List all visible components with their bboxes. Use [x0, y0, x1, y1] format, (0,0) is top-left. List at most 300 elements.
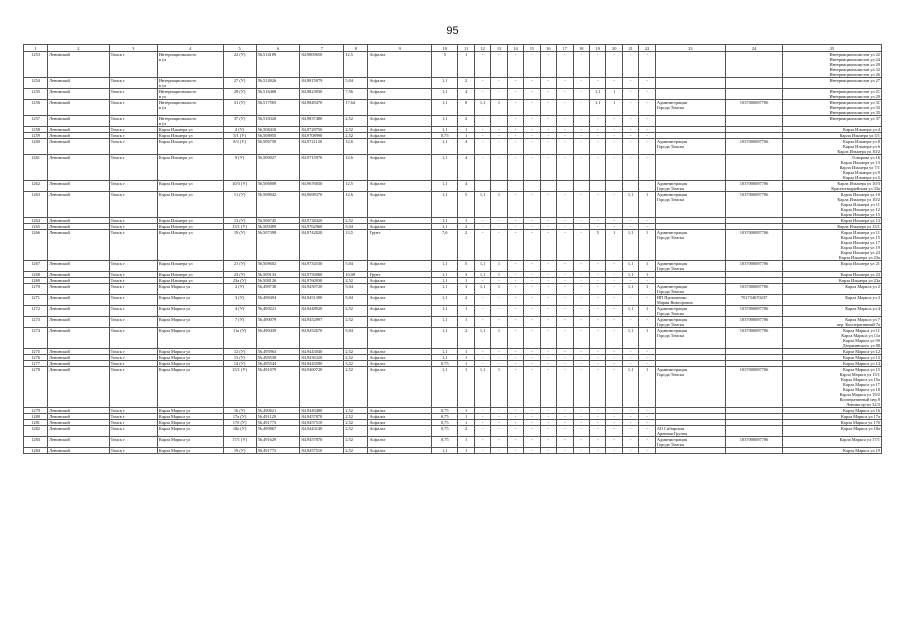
table-cell: [622, 261, 638, 272]
table-cell: [109, 437, 157, 448]
cell-line: 0,75: [440, 420, 449, 425]
table-cell: [432, 437, 458, 448]
table-cell: [491, 284, 507, 295]
table-cell: [783, 155, 882, 181]
cell-line: 1,1: [441, 272, 448, 277]
cell-line: Ленинский: [49, 367, 70, 372]
table-cell: [432, 139, 458, 155]
table-body: [24, 52, 882, 454]
cell-line: Кооперативный пер 8: [839, 397, 880, 402]
cell-line: -: [613, 437, 615, 442]
table-cell: [606, 426, 622, 437]
cell-line: Карла Маркса ул: [158, 367, 191, 372]
cell-line: 1281: [31, 420, 40, 425]
table-cell: [573, 306, 589, 317]
table-cell: [507, 155, 523, 181]
cell-line: -: [613, 261, 615, 266]
cell-line: 1037000087706: [739, 317, 769, 322]
cell-line: -: [580, 261, 583, 266]
cell-line: -: [646, 295, 648, 300]
cell-line: 1,1: [479, 367, 486, 372]
cell-line: 1: [465, 133, 468, 138]
cell-line: -: [613, 448, 615, 453]
cell-line: Карла Маркса ул 15/1: [839, 372, 880, 377]
cell-line: -: [498, 133, 500, 138]
table-cell: [590, 328, 606, 349]
table-cell: [157, 317, 223, 328]
table-cell: [573, 437, 589, 448]
cell-line: 3: [465, 284, 468, 289]
cell-line: Томск г: [110, 218, 125, 223]
table-cell: [368, 139, 432, 155]
table-cell: [573, 89, 589, 100]
table-cell: [48, 230, 109, 261]
cell-line: -: [481, 278, 484, 283]
cell-line: Карла Маркса ул: [158, 426, 191, 431]
table-cell: [655, 155, 725, 181]
cell-line: Асфальт: [369, 355, 386, 360]
table-cell: [540, 78, 556, 89]
cell-line: Администрация: [656, 181, 687, 186]
cell-line: Ленинский: [49, 139, 70, 144]
cell-line: 8/3 (У): [233, 139, 246, 144]
cell-line: Томск г: [110, 78, 125, 83]
cell-line: -: [580, 89, 583, 94]
cell-line: 1: [497, 328, 501, 333]
cell-line: 84,9698370: [301, 192, 323, 197]
table-cell: [606, 192, 622, 218]
cell-line: 23 (У): [233, 272, 246, 277]
table-cell: [540, 437, 556, 448]
cell-line: Карла Ильмера ул 23а: [838, 255, 880, 260]
table-cell: [606, 100, 622, 116]
cell-line: Интернационалистов ул 32: [829, 67, 880, 72]
table-cell: [48, 52, 109, 78]
table-cell: [256, 437, 300, 448]
table-cell: [368, 78, 432, 89]
table-cell: [432, 426, 458, 437]
table-cell: [783, 100, 882, 116]
cell-line: 13 (У): [233, 355, 246, 360]
cell-line: 21 (У): [233, 261, 246, 266]
cell-line: Карла Маркса ул: [158, 420, 191, 425]
cell-line: -: [481, 133, 484, 138]
table-cell: [639, 78, 655, 89]
table-cell: [639, 230, 655, 261]
cell-line: -: [646, 89, 648, 94]
cell-line: Асфальт: [369, 100, 386, 105]
table-cell: [458, 155, 474, 181]
cell-line: -: [514, 328, 517, 333]
cell-line: 31 (У): [233, 100, 246, 105]
cell-line: -: [629, 448, 632, 453]
table-cell: [783, 426, 882, 437]
cell-line: -: [629, 116, 632, 121]
table-cell: [726, 139, 783, 155]
cell-line: -: [498, 414, 500, 419]
table-cell: [491, 317, 507, 328]
cell-line: Томск г: [110, 284, 125, 289]
table-cell: [223, 89, 256, 100]
table-cell: [606, 328, 622, 349]
cell-line: Томск г: [110, 317, 125, 322]
table-cell: [344, 284, 368, 295]
table-cell: [590, 306, 606, 317]
cell-line: -: [514, 139, 517, 144]
table-cell: [557, 192, 573, 218]
cell-line: -: [613, 116, 615, 121]
cell-line: -: [514, 155, 517, 160]
table-cell: [524, 52, 540, 78]
table-cell: [655, 116, 725, 127]
table-cell: [491, 139, 507, 155]
table-cell: [458, 100, 474, 116]
cell-line: -: [498, 306, 500, 311]
table-cell: [157, 284, 223, 295]
cell-line: -: [481, 78, 484, 83]
cell-line: -: [597, 127, 599, 132]
cell-line: Асфальт: [369, 317, 386, 322]
cell-line: -: [547, 139, 550, 144]
cell-line: -: [531, 278, 533, 283]
cell-line: Интернационалистов ул 35: [829, 110, 880, 115]
cell-line: 12,6: [345, 139, 353, 144]
table-cell: [639, 89, 655, 100]
table-cell: [726, 448, 783, 454]
cell-line: Города Томска: [656, 311, 684, 316]
table-cell: [24, 426, 48, 437]
cell-line: 84,9443040: [301, 349, 323, 354]
table-cell: [524, 426, 540, 437]
cell-line: 10,08: [345, 272, 356, 277]
table-cell: [157, 295, 223, 306]
cell-line: 2,52: [345, 437, 353, 442]
cell-line: 2,52: [345, 448, 353, 453]
table-cell: [606, 317, 622, 328]
table-cell: [557, 306, 573, 317]
table-cell: [507, 328, 523, 349]
cell-line: Карла Маркса ул 17: [843, 382, 880, 387]
cell-line: -: [629, 295, 632, 300]
cell-line: -: [514, 192, 517, 197]
cell-line: -: [531, 295, 533, 300]
table-cell: [48, 426, 109, 437]
cell-line: в ул: [158, 94, 167, 99]
cell-line: 1: [465, 420, 468, 425]
cell-line: Асфальт: [369, 437, 386, 442]
table-cell: [491, 78, 507, 89]
table-cell: [524, 230, 540, 261]
table-cell: [474, 139, 490, 155]
cell-line: Карла Маркса ул 3: [845, 295, 880, 300]
table-cell: [655, 448, 725, 454]
cell-line: -: [646, 52, 648, 57]
cell-line: Томск г: [110, 133, 125, 138]
table-cell: [655, 295, 725, 306]
table-cell: [590, 116, 606, 127]
table-cell: [655, 100, 725, 116]
table-cell: [256, 230, 300, 261]
table-cell: [458, 437, 474, 448]
table-cell: [590, 437, 606, 448]
table-cell: [256, 139, 300, 155]
table-cell: [590, 52, 606, 78]
table-cell: [157, 437, 223, 448]
table-cell: [622, 192, 638, 218]
cell-line: -: [629, 133, 632, 138]
table-cell: [256, 192, 300, 218]
cell-line: в ул: [158, 105, 167, 110]
cell-line: Города Томска: [656, 144, 684, 149]
cell-line: Карла Ильмера ул: [158, 230, 193, 235]
table-cell: [157, 139, 223, 155]
cell-line: 2,52: [345, 367, 353, 372]
cell-line: -: [514, 78, 517, 83]
cell-line: Интернационалистов ул 33: [829, 105, 880, 110]
cell-line: -: [629, 437, 632, 442]
table-cell: [622, 116, 638, 127]
cell-line: 3: [465, 272, 468, 277]
cell-line: 1270: [31, 284, 40, 289]
cell-line: 1: [465, 437, 468, 442]
cell-line: 1: [465, 278, 468, 283]
table-cell: [256, 52, 300, 78]
table-cell: [639, 100, 655, 116]
cell-line: -: [481, 218, 484, 223]
table-cell: [300, 192, 344, 218]
table-cell: [524, 139, 540, 155]
table-cell: [256, 181, 300, 192]
cell-line: Карла Маркса ул 13: [843, 355, 880, 360]
cell-line: Карла Маркса ул: [158, 355, 191, 360]
cell-line: 84,9460720: [301, 367, 323, 372]
cell-line: -: [514, 284, 517, 289]
cell-line: Карла Ильмера ул 8: [842, 139, 880, 144]
table-cell: [223, 78, 256, 89]
cell-line: -: [531, 328, 533, 333]
cell-line: -: [564, 52, 566, 57]
table-row: [24, 426, 882, 437]
table-cell: [783, 437, 882, 448]
table-cell: [524, 437, 540, 448]
cell-line: Администрация: [656, 317, 687, 322]
table-cell: [256, 426, 300, 437]
cell-line: 84,9449480: [301, 408, 323, 413]
table-cell: [24, 155, 48, 181]
cell-line: -: [629, 349, 632, 354]
cell-line: 84,9457510: [301, 448, 323, 453]
table-cell: [622, 328, 638, 349]
cell-line: 56,508410: [257, 127, 277, 132]
column-header: 4: [157, 45, 223, 52]
table-cell: [344, 306, 368, 317]
cell-line: 1271: [31, 295, 40, 300]
cell-line: 84,9762960: [301, 224, 323, 229]
cell-line: Карла Ильмера ул 9: [842, 170, 880, 175]
cell-line: -: [547, 448, 550, 453]
cell-line: Карла Маркса ул 11а: [841, 333, 880, 338]
cell-line: -: [629, 78, 632, 83]
table-cell: [726, 192, 783, 218]
cell-line: 2,52: [345, 414, 353, 419]
cell-line: 0,75: [440, 408, 449, 413]
cell-line: -: [514, 89, 517, 94]
cell-line: -: [580, 78, 583, 83]
cell-line: -: [481, 448, 484, 453]
table-cell: [655, 317, 725, 328]
cell-line: 1: [497, 192, 501, 197]
cell-line: -: [646, 139, 648, 144]
cell-line: 2,52: [345, 349, 353, 354]
cell-line: 1278: [31, 367, 40, 372]
cell-line: -: [580, 361, 583, 366]
cell-line: 1: [497, 272, 501, 277]
cell-line: -: [481, 224, 484, 229]
table-cell: [458, 426, 474, 437]
cell-line: -: [547, 224, 550, 229]
cell-line: Карла Маркса ул: [158, 317, 191, 322]
table-cell: [639, 317, 655, 328]
cell-line: 1266: [31, 230, 40, 235]
cell-line: -: [597, 116, 599, 121]
table-cell: [557, 261, 573, 272]
cell-line: -: [613, 155, 615, 160]
table-cell: [368, 317, 432, 328]
cell-line: 84,9457870: [301, 437, 323, 442]
table-cell: [783, 78, 882, 89]
cell-line: -: [498, 437, 500, 442]
table-cell: [540, 230, 556, 261]
cell-line: 1,1: [479, 284, 486, 289]
table-cell: [157, 426, 223, 437]
table-cell: [622, 155, 638, 181]
table-cell: [157, 230, 223, 261]
cell-line: -: [498, 295, 500, 300]
cell-line: -: [498, 361, 500, 366]
column-header: 23: [655, 45, 725, 52]
cell-line: 2,52: [345, 306, 353, 311]
table-cell: [24, 261, 48, 272]
cell-line: 1258: [31, 127, 40, 132]
cell-line: -: [613, 414, 615, 419]
cell-line: Ленинский: [49, 272, 70, 277]
cell-line: -: [580, 133, 583, 138]
table-cell: [223, 284, 256, 295]
table-cell: [223, 306, 256, 317]
table-cell: [606, 295, 622, 306]
cell-line: 17/1 (У): [232, 437, 248, 442]
cell-line: 1037000087706: [739, 367, 769, 372]
cell-line: Томск г: [110, 420, 125, 425]
cell-line: 56,514189: [257, 52, 277, 57]
table-cell: [368, 89, 432, 100]
cell-line: 1: [613, 100, 616, 105]
table-cell: [540, 100, 556, 116]
table-cell: [524, 284, 540, 295]
cell-line: -: [613, 284, 615, 289]
cell-line: -: [646, 224, 648, 229]
column-header: 8: [344, 45, 368, 52]
cell-line: 1: [497, 367, 501, 372]
cell-line: 1265: [31, 224, 40, 229]
table-cell: [622, 181, 638, 192]
cell-line: -: [564, 414, 566, 419]
table-cell: [573, 426, 589, 437]
table-cell: [540, 328, 556, 349]
table-cell: [432, 52, 458, 78]
table-cell: [557, 328, 573, 349]
table-cell: [507, 448, 523, 454]
cell-line: Томск г: [110, 139, 125, 144]
cell-line: -: [564, 272, 566, 277]
cell-line: -: [547, 155, 550, 160]
cell-line: -: [597, 133, 599, 138]
cell-line: -: [531, 408, 533, 413]
cell-line: -: [597, 284, 599, 289]
cell-line: 1261: [31, 155, 40, 160]
cell-line: 56,506745: [257, 218, 277, 223]
cell-line: -: [514, 367, 517, 372]
cell-line: -: [481, 89, 484, 94]
cell-line: Ленинский: [49, 218, 70, 223]
table-cell: [557, 89, 573, 100]
table-cell: [300, 295, 344, 306]
table-cell: [557, 100, 573, 116]
cell-line: 84,9443140: [301, 426, 323, 431]
table-cell: [344, 230, 368, 261]
table-cell: [256, 448, 300, 454]
cell-line: Ленинский: [49, 133, 70, 138]
column-header: 1: [24, 45, 48, 52]
table-cell: [109, 426, 157, 437]
table-cell: [783, 328, 882, 349]
table-cell: [223, 181, 256, 192]
cell-line: 56,508602: [257, 261, 277, 266]
cell-line: Города Томска: [656, 266, 684, 271]
cell-line: 1,1: [594, 100, 601, 105]
cell-line: Карла Ильмера ул 11: [840, 202, 880, 207]
cell-line: 2,52: [345, 408, 353, 413]
cell-line: 13 (У): [233, 218, 246, 223]
cell-line: -: [564, 133, 566, 138]
cell-line: -: [629, 139, 632, 144]
cell-line: -: [547, 295, 550, 300]
cell-line: Карла Маркса ул 9б: [842, 338, 880, 343]
cell-line: 1: [497, 261, 501, 266]
table-cell: [491, 367, 507, 408]
cell-line: Томск г: [110, 295, 125, 300]
table-cell: [109, 230, 157, 261]
cell-line: 15/1 (У): [232, 367, 248, 372]
table-cell: [524, 89, 540, 100]
table-cell: [368, 284, 432, 295]
table-cell: [557, 139, 573, 155]
cell-line: 1,1: [479, 272, 486, 277]
cell-line: Карла Ильмера ул: [158, 155, 193, 160]
table-cell: [344, 155, 368, 181]
table-cell: [507, 52, 523, 78]
table-row: [24, 116, 882, 127]
table-cell: [24, 448, 48, 454]
table-cell: [557, 181, 573, 192]
table-cell: [458, 261, 474, 272]
table-cell: [507, 139, 523, 155]
table-cell: [557, 52, 573, 78]
cell-line: -: [646, 100, 648, 105]
cell-line: 56,507398: [257, 230, 277, 235]
table-cell: [223, 437, 256, 448]
column-header: 14: [507, 45, 523, 52]
